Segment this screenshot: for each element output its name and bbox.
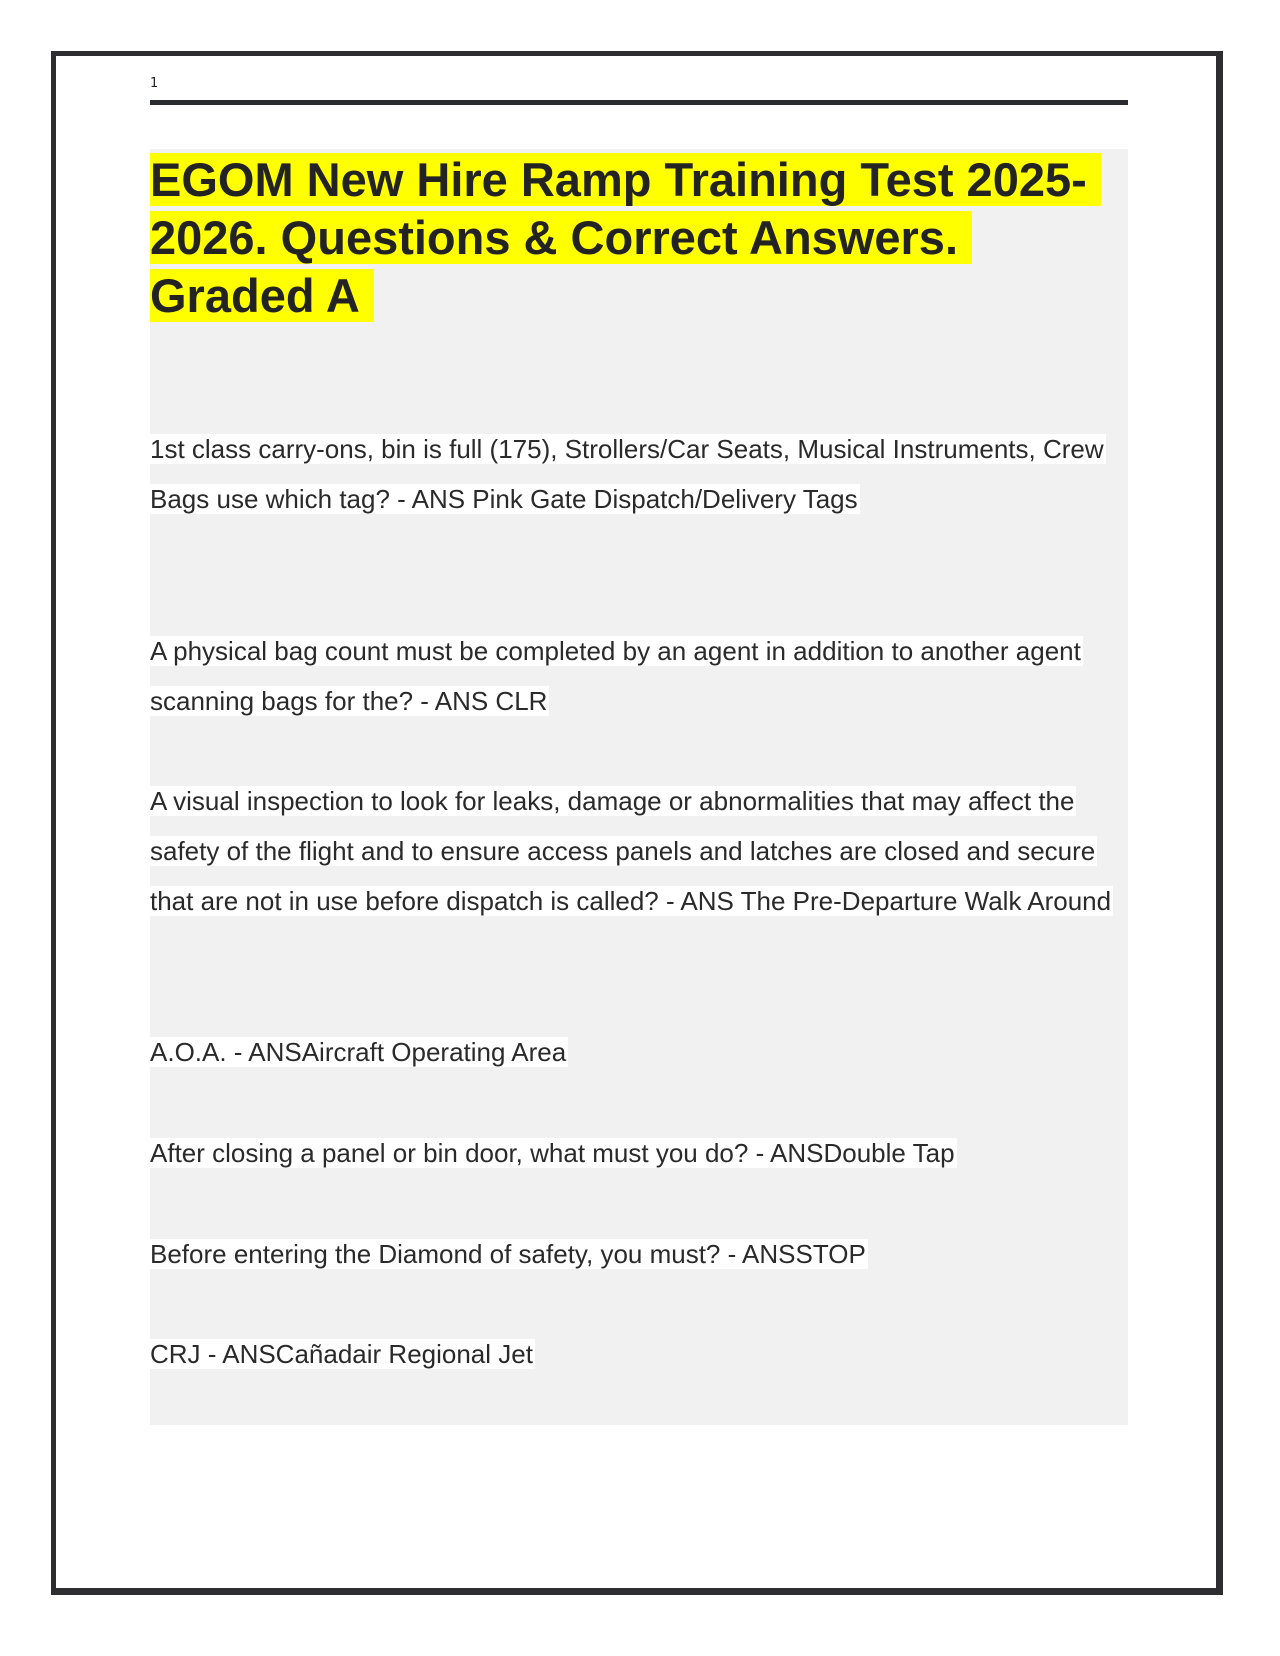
document-title-text: EGOM New Hire Ramp Training Test 2025-2026. Questions & Correct Answers. Graded A — [150, 153, 1101, 322]
qa-item-text: After closing a panel or bin door, what must you do? - ANSDouble Tap — [150, 1138, 955, 1168]
qa-item — [150, 1128, 1128, 1178]
qa-item-text: 1st class carry-ons, bin is full (175), Strollers/Car Seats, Musical Instruments, Crew Bags use which tag? - ANS Pink Gate Dispatch/Delivery Tags — [150, 434, 1104, 514]
header-rule — [150, 100, 1128, 105]
document-title — [150, 151, 1128, 325]
page-number: 1 — [150, 76, 159, 91]
qa-item-text: A visual inspection to look for leaks, damage or abnormalities that may affect the safety of the flight and to ensure access panels and latches are closed and secure that are not in use before dispatch is called? - ANS The Pre-Departure Walk Around — [150, 786, 1112, 916]
qa-item — [150, 424, 1128, 524]
qa-item-text: CRJ - ANSCañadair Regional Jet — [150, 1339, 533, 1369]
qa-item — [150, 1027, 1128, 1077]
qa-item-text: A physical bag count must be completed by an agent in addition to another agent scanning bags for the? - ANS CLR — [150, 636, 1081, 716]
qa-item — [150, 1329, 1128, 1379]
qa-item-text: Before entering the Diamond of safety, you must? - ANSSTOP — [150, 1239, 866, 1269]
qa-item — [150, 626, 1128, 726]
qa-item — [150, 776, 1128, 926]
qa-item-text: A.O.A. - ANSAircraft Operating Area — [150, 1037, 567, 1067]
qa-item — [150, 1229, 1128, 1279]
